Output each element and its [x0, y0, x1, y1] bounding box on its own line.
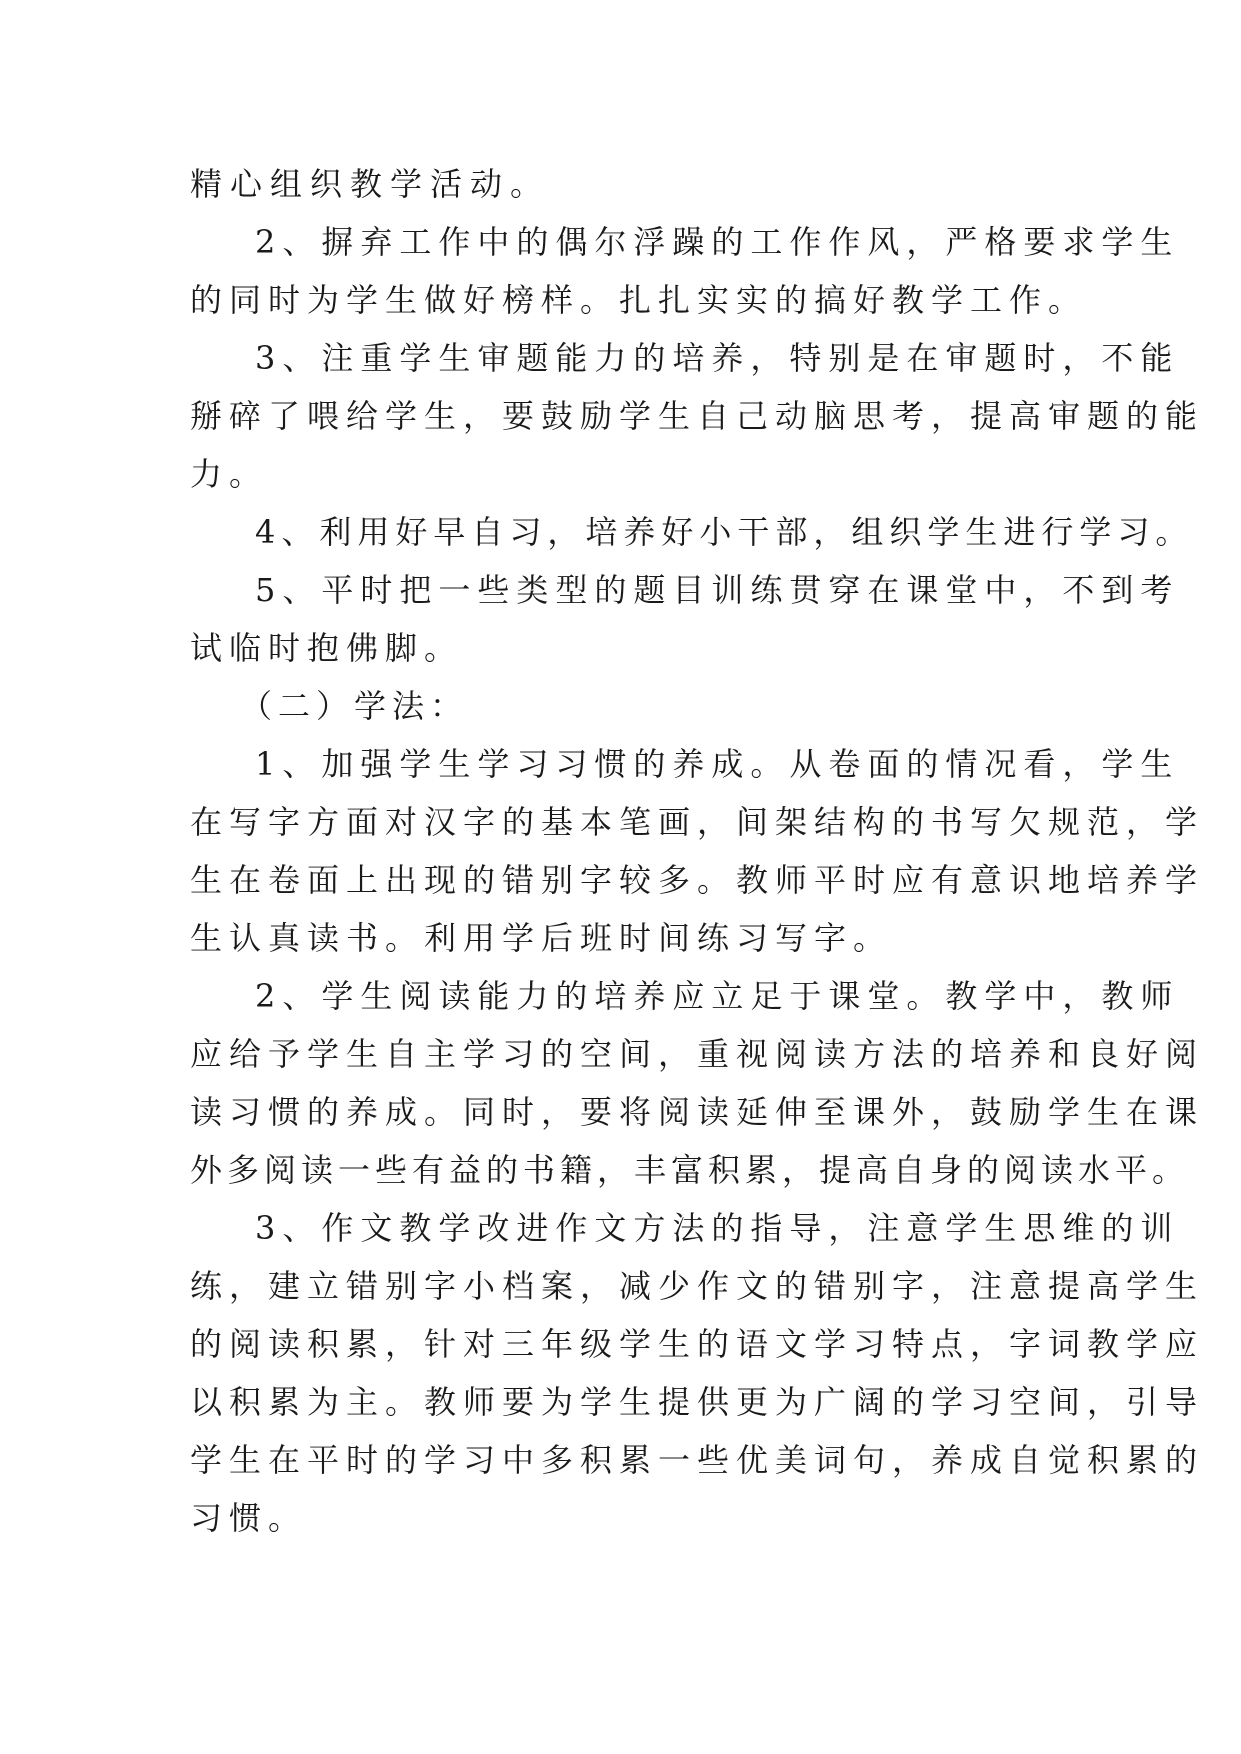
text-line: 4、利用好早自习，培养好小干部，组织学生进行学习。: [255, 513, 1194, 551]
text-line: 习惯。: [190, 1499, 308, 1537]
text-line: 练，建立错别字小档案，减少作文的错别字，注意提高学生: [190, 1267, 1205, 1305]
text-line: 1、加强学生学习习惯的养成。从卷面的情况看，学生: [255, 745, 1180, 783]
text-line: 掰碎了喂给学生，要鼓励学生自己动脑思考，提高审题的能: [190, 397, 1205, 435]
text-line: 的同时为学生做好榜样。扎扎实实的搞好教学工作。: [190, 281, 1088, 319]
text-line: 外多阅读一些有益的书籍，丰富积累，提高自身的阅读水平。: [190, 1151, 1190, 1189]
text-line: 力。: [190, 455, 269, 493]
text-line: 3、作文教学改进作文方法的指导，注意学生思维的训: [255, 1209, 1180, 1247]
text-line: 的阅读积累，针对三年级学生的语文学习特点，字词教学应: [190, 1325, 1205, 1363]
text-line: 生在卷面上出现的错别字较多。教师平时应有意识地培养学: [190, 861, 1205, 899]
text-line: 2、摒弃工作中的偶尔浮躁的工作作风，严格要求学生: [255, 223, 1180, 261]
text-line: 5、平时把一些类型的题目训练贯穿在课堂中，不到考: [255, 571, 1180, 609]
text-line: 在写字方面对汉字的基本笔画，间架结构的书写欠规范，学: [190, 803, 1205, 841]
text-line: 读习惯的养成。同时，要将阅读延伸至课外，鼓励学生在课: [190, 1093, 1205, 1131]
text-line: 试临时抱佛脚。: [190, 629, 464, 667]
text-line: 以积累为主。教师要为学生提供更为广阔的学习空间，引导: [190, 1383, 1205, 1421]
text-line: 应给予学生自主学习的空间，重视阅读方法的培养和良好阅: [190, 1035, 1205, 1073]
text-line: 精心组织教学活动。: [190, 165, 551, 203]
text-line: 3、注重学生审题能力的培养，特别是在审题时，不能: [255, 339, 1180, 377]
text-line: 生认真读书。利用学后班时间练习写字。: [190, 919, 893, 957]
section-heading: （二）学法：: [240, 687, 469, 725]
text-line: 学生在平时的学习中多积累一些优美词句，养成自觉积累的: [190, 1441, 1205, 1479]
text-line: 2、学生阅读能力的培养应立足于课堂。教学中，教师: [255, 977, 1180, 1015]
